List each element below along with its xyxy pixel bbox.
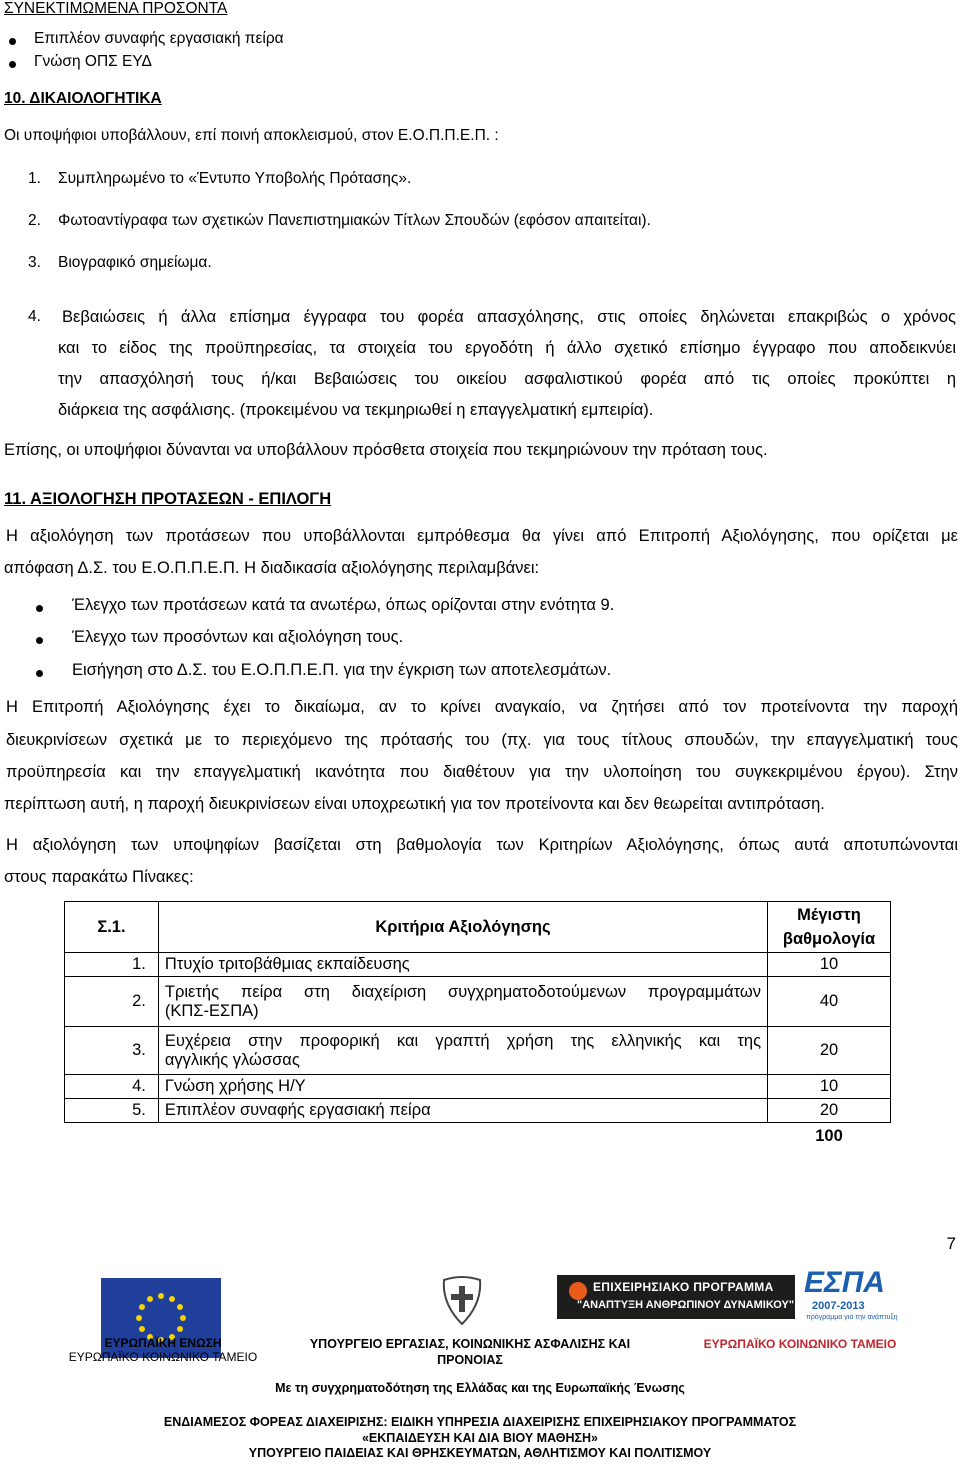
table-row bbox=[65, 1027, 891, 1075]
paragraph-line: στους παρακάτω Πίνακες: bbox=[4, 868, 194, 886]
table-row bbox=[65, 953, 891, 977]
list-number: 2. bbox=[28, 212, 41, 229]
list-item-line: και το είδος της προϋπηρεσίας, τα στοιχεία του εργοδότη ή άλλο σχετικό επίσημο έγγραφο που αποδεικνύει bbox=[58, 339, 956, 357]
list-item: Επιπλέον συναφής εργασιακή πείρα bbox=[34, 30, 284, 47]
bullet-icon bbox=[9, 38, 16, 45]
table-header-row bbox=[65, 902, 891, 953]
footer-eu-line2: ΕΥΡΩΠΑΪΚΟ ΚΟΙΝΩΝΙΚΟ ΤΑΜΕΙΟ bbox=[68, 1350, 258, 1364]
footer-ministry-line1: ΥΠΟΥΡΓΕΙΟ ΕΡΓΑΣΙΑΣ, ΚΟΙΝΩΝΙΚΗΣ ΑΣΦΑΛΙΣΗΣ ΚΑΙ bbox=[309, 1337, 631, 1351]
list-item-line: Βεβαιώσεις ή άλλα επίσημα έγγραφα του φορέα απασχόλησης, στις οποίες δηλώνεται επακριβώς ο χρόνος bbox=[62, 308, 956, 326]
table-total-row bbox=[65, 1123, 891, 1151]
program-icon bbox=[569, 1282, 587, 1300]
total-score: 100 bbox=[768, 1123, 891, 1151]
bullet-icon bbox=[36, 605, 43, 612]
row-criterion: Τριετής πείρα στη διαχείριση συγχρηματοδοτούμενων προγραμμάτων (ΚΠΣ-ΕΣΠΑ) bbox=[158, 977, 767, 1027]
row-number: 3. bbox=[65, 1027, 159, 1075]
row-score: 10 bbox=[768, 1075, 891, 1099]
extra-note: Επίσης, οι υποψήφιοι δύνανται να υποβάλλουν πρόσθετα στοιχεία που τεκμηριώνουν την πρόταση τους. bbox=[4, 441, 768, 459]
row-criterion: Γνώση χρήσης Η/Υ bbox=[158, 1075, 767, 1099]
row-number: 2. bbox=[65, 977, 159, 1027]
footer-eu-line1: ΕΥΡΩΠΑΪΚΗ ΕΝΩΣΗ bbox=[104, 1336, 222, 1350]
row-criterion: Ευχέρεια στην προφορική και γραπτή χρήση της ελληνικής και της αγγλικής γλώσσας bbox=[158, 1027, 767, 1075]
paragraph-line: προϋπηρεσία και την επαγγελματική ικανότητα που διαθέτουν για την υλοποίηση του συγκεκριμένου έργου). Στην bbox=[6, 763, 958, 781]
row-score: 10 bbox=[768, 953, 891, 977]
bullet-icon bbox=[36, 670, 43, 677]
footer-body-line1: ΕΝΔΙΑΜΕΣΟΣ ΦΟΡΕΑΣ ΔΙΑΧΕΙΡΙΣΗΣ: ΕΙΔΙΚΗ ΥΠΗΡΕΣΙΑ ΔΙΑΧΕΙΡΙΣΗΣ ΕΠΙΧΕΙΡΗΣΙΑΚΟΥ ΠΡΟΓΡΑΜΜΑΤΟΣ bbox=[163, 1415, 797, 1429]
paragraph-line: Η αξιολόγηση των υποψηφίων βασίζεται στη βαθμολογία των Κριτηρίων Αξιολόγησης, όπως αυτά αποτυπώνονται bbox=[6, 836, 958, 854]
list-item-line: διάρκεια της ασφάλισης. (προκειμένου να τεκμηριωθεί η επαγγελματική εμπειρία). bbox=[58, 401, 654, 419]
footer-ministry-line2: ΠΡΟΝΟΙΑΣ bbox=[437, 1353, 503, 1367]
list-item: Εισήγηση στο Δ.Σ. του Ε.Ο.Π.Π.Ε.Π. για την έγκριση των αποτελεσμάτων. bbox=[72, 661, 612, 679]
footer-cofunding: Με τη συγχρηματοδότηση της Ελλάδας και της Ευρωπαϊκής Ένωσης bbox=[275, 1381, 685, 1395]
row-score: 40 bbox=[768, 977, 891, 1027]
list-item: Βιογραφικό σημείωμα. bbox=[58, 254, 212, 271]
footer-body-line2: «ΕΚΠΑΙΔΕΥΣΗ ΚΑΙ ΔΙΑ ΒΙΟΥ ΜΑΘΗΣΗ» bbox=[361, 1431, 599, 1445]
list-item: Έλεγχο των προτάσεων κατά τα ανωτέρω, όπως ορίζονται στην ενότητα 9. bbox=[72, 596, 615, 614]
row-number: 1. bbox=[65, 953, 159, 977]
table-row bbox=[65, 1075, 891, 1099]
header-criteria: Κριτήρια Αξιολόγησης bbox=[158, 902, 767, 953]
section-heading-evaluation: 11. ΑΞΙΟΛΟΓΗΣΗ ΠΡΟΤΑΣΕΩΝ - ΕΠΙΛΟΓΗ bbox=[4, 490, 332, 508]
bullet-icon bbox=[9, 61, 16, 68]
row-criterion: Πτυχίο τριτοβάθμιας εκπαίδευσης bbox=[158, 953, 767, 977]
row-criterion: Επιπλέον συναφής εργασιακή πείρα bbox=[158, 1099, 767, 1123]
section-heading-qualifications: ΣΥΝΕΚΤΙΜΩΜΕΝΑ ΠΡΟΣΟΝΤΑ bbox=[4, 0, 228, 17]
list-number: 1. bbox=[28, 170, 41, 187]
section-heading-documents: 10. ΔΙΚΑΙΟΛΟΓΗΤΙΚΑ bbox=[4, 90, 162, 107]
bullet-icon bbox=[36, 637, 43, 644]
row-number: 4. bbox=[65, 1075, 159, 1099]
table-row bbox=[65, 1099, 891, 1123]
list-item: Γνώση ΟΠΣ ΕΥΔ bbox=[34, 53, 152, 70]
list-number: 4. bbox=[28, 308, 41, 325]
list-item: Έλεγχο των προσόντων και αξιολόγηση τους. bbox=[72, 628, 404, 646]
header-max-score: Μέγιστη βαθμολογία bbox=[768, 902, 891, 953]
row-score: 20 bbox=[768, 1027, 891, 1075]
section-intro: Οι υποψήφιοι υποβάλλουν, επί ποινή αποκλεισμού, στον Ε.Ο.Π.Π.Ε.Π. : bbox=[4, 127, 499, 144]
table-row bbox=[65, 977, 891, 1027]
row-score: 20 bbox=[768, 1099, 891, 1123]
header-number: Σ.1. bbox=[65, 902, 159, 953]
paragraph-line: απόφαση Δ.Σ. του Ε.Ο.Π.Π.Ε.Π. Η διαδικασία αξιολόγησης περιλαμβάνει: bbox=[4, 559, 540, 577]
hellenic-emblem-logo bbox=[440, 1274, 484, 1326]
espa-logo: ΕΣΠΑ 2007-2013 πρόγραμμα για την ανάπτυξη bbox=[804, 1266, 898, 1321]
row-number: 5. bbox=[65, 1099, 159, 1123]
list-item-line: την απασχόλησή τους ή/και Βεβαιώσεις του οικείου ασφαλιστικού φορέα από τις οποίες προκύπτει η bbox=[58, 370, 956, 388]
page-number: 7 bbox=[946, 1234, 956, 1253]
paragraph-line: Η Επιτροπή Αξιολόγησης έχει το δικαίωμα, αν το κρίνει αναγκαίο, να ζητήσει από τον προτείνοντα την παροχή bbox=[6, 698, 958, 716]
list-number: 3. bbox=[28, 254, 41, 271]
paragraph-line: διευκρινίσεων σχετικά με το περιεχόμενο της πρότασής του (πχ. για τους τίτλους σπουδών, την επαγγελματική τους bbox=[6, 731, 958, 749]
paragraph-line: περίπτωση αυτή, η παροχή διευκρινίσεων είναι υποχρεωτική για τον προτείνοντα και δεν θεωρείται αντιπρόταση. bbox=[4, 795, 825, 813]
program-banner-logo: ΕΠΙΧΕΙΡΗΣΙΑΚΟ ΠΡΟΓΡΑΜΜΑ "ΑΝΑΠΤΥΞΗ ΑΝΘΡΩΠΙΝΟΥ ΔΥΝΑΜΙΚΟΥ" bbox=[557, 1275, 795, 1319]
criteria-table bbox=[64, 901, 891, 1151]
footer-body-line3: ΥΠΟΥΡΓΕΙΟ ΠΑΙΔΕΙΑΣ ΚΑΙ ΘΡΗΣΚΕΥΜΑΤΩΝ, ΑΘΛΗΤΙΣΜΟΥ ΚΑΙ ΠΟΛΙΤΙΣΜΟΥ bbox=[248, 1446, 712, 1460]
list-item: Συμπληρωμένο το «Έντυπο Υποβολής Πρότασης». bbox=[58, 170, 412, 187]
paragraph-line: Η αξιολόγηση των προτάσεων που υποβάλλονται εμπρόθεσμα θα γίνει από Επιτροπή Αξιολόγησης, που ορίζεται με bbox=[6, 527, 958, 545]
footer-esf-label: ΕΥΡΩΠΑΪΚΟ ΚΟΙΝΩΝΙΚΟ ΤΑΜΕΙΟ bbox=[703, 1337, 897, 1351]
list-item: Φωτοαντίγραφα των σχετικών Πανεπιστημιακών Τίτλων Σπουδών (εφόσον απαιτείται). bbox=[58, 212, 651, 229]
